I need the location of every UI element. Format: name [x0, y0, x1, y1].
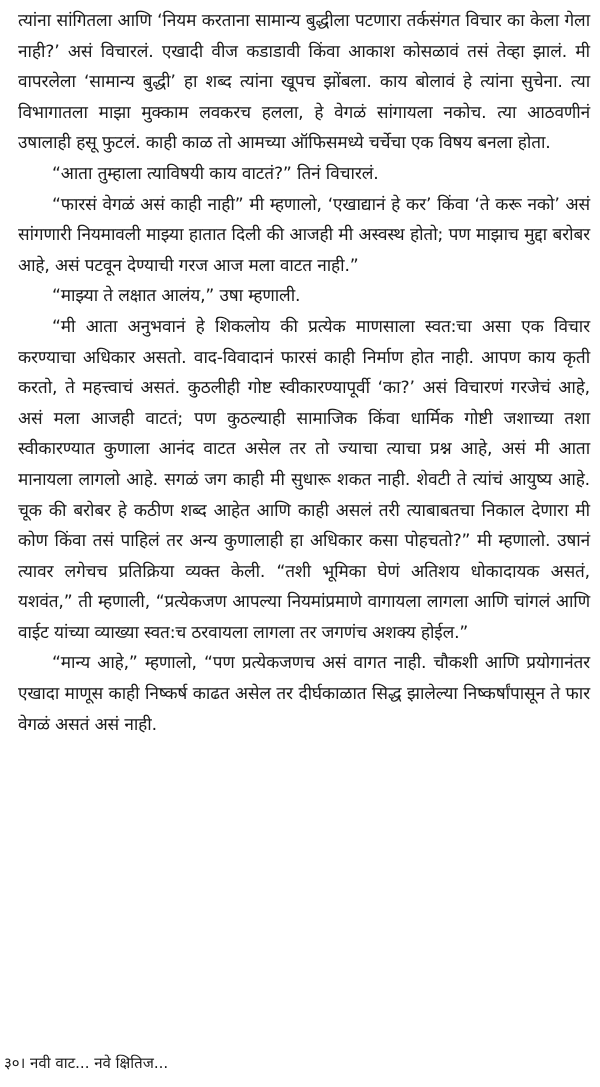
paragraph: “आता तुम्हाला त्याविषयी काय वाटतं?” तिनं विचारलं.	[52, 163, 379, 184]
paragraph: त्यांना सांगितला आणि ‘नियम करताना सामान्य बुद्धीला पटणारा तर्कसंगत विचार का केला गेला नाही?’ असं विचारलं. एखादी वीज कडाडावी किंवा आकाश कोसळावं तसं तेव्हा झालं. मी वापरलेला ‘सामान्य बुद्धी’ हा शब्द त्यांना खूपच झोंबला. काय बोलावं हे त्यांना सुचेना. त्या विभागातला माझा मुक्काम लवकरच हलला, हे वेगळं सांगायला नकोच. त्या आठवणीनं उषालाही हसू फुटलं. काही काळ तो आमच्या ऑफिसमध्ये चर्चेचा एक विषय बनला होता.	[18, 11, 590, 154]
body-text	[18, 6, 590, 740]
paragraph: “मी आता अनुभवानं हे शिकलोय की प्रत्येक माणसाला स्वत:चा असा एक विचार करण्याचा अधिकार असतो. वाद-विवादानं फारसं काही निर्माण होत नाही. आपण काय कृती करतो, ते महत्त्वाचं असतं. कुठलीही गोष्ट स्वीकारण्यापूर्वी ‘का?’ असं विचारणं गरजेचं आहे, असं मला आजही वाटतं; पण कुठल्याही सामाजिक किंवा धार्मिक गोष्टी जशाच्या तशा स्वीकारण्यात कुणाला आनंद वाटत असेल तर तो ज्याचा त्याचा प्रश्न आहे, असं मी आता मानायला लागलो आहे. सगळं जग काही मी सुधारू शकत नाही. शेवटी ते त्यांचं आयुष्य आहे. चूक की बरोबर हे कठीण शब्द आहेत आणि काही असलं तरी त्याबाबतचा निकाल देणारा मी कोण किंवा तसं पाहिलं तर अन्य कुणालाही हा अधिकार कसा पोहचतो?” मी म्हणालो. उषानं त्यावर लगेचच प्रतिक्रिया व्यक्त केली. “तशी भूमिका घेणं अतिशय धोकादायक असतं, यशवंत,” ती म्हणाली, “प्रत्येकजण आपल्या नियमांप्रमाणे वागायला लागला आणि चांगलं आणि वाईट यांच्या व्याख्या स्वत:च ठरवायला लागला तर जगणंच अशक्य होईल.”	[18, 316, 590, 643]
paragraph: “फारसं वेगळं असं काही नाही” मी म्हणालो, ‘एखाद्यानं हे कर’ किंवा ‘ते करू नको’ असं सांगणारी नियमावली माझ्या हातात दिली की आजही मी अस्वस्थ होतो; पण माझाच मुद्दा बरोबर आहे, असं पटवून देण्याची गरज आज मला वाटत नाही.”	[18, 194, 590, 276]
paragraph: “माझ्या ते लक्षात आलंय,” उषा म्हणाली.	[52, 286, 301, 307]
page-footer: ३०। नवी वाट... नवे क्षितिज...	[4, 1054, 169, 1072]
paragraph: “मान्य आहे,” म्हणालो, “पण प्रत्येकजणच असं वागत नाही. चौकशी आणि प्रयोगानंतर एखादा माणूस काही निष्कर्ष काढत असेल तर दीर्घकाळात सिद्ध झालेल्या निष्कर्षांपासून ते फार वेगळं असतं असं नाही.	[18, 653, 590, 735]
